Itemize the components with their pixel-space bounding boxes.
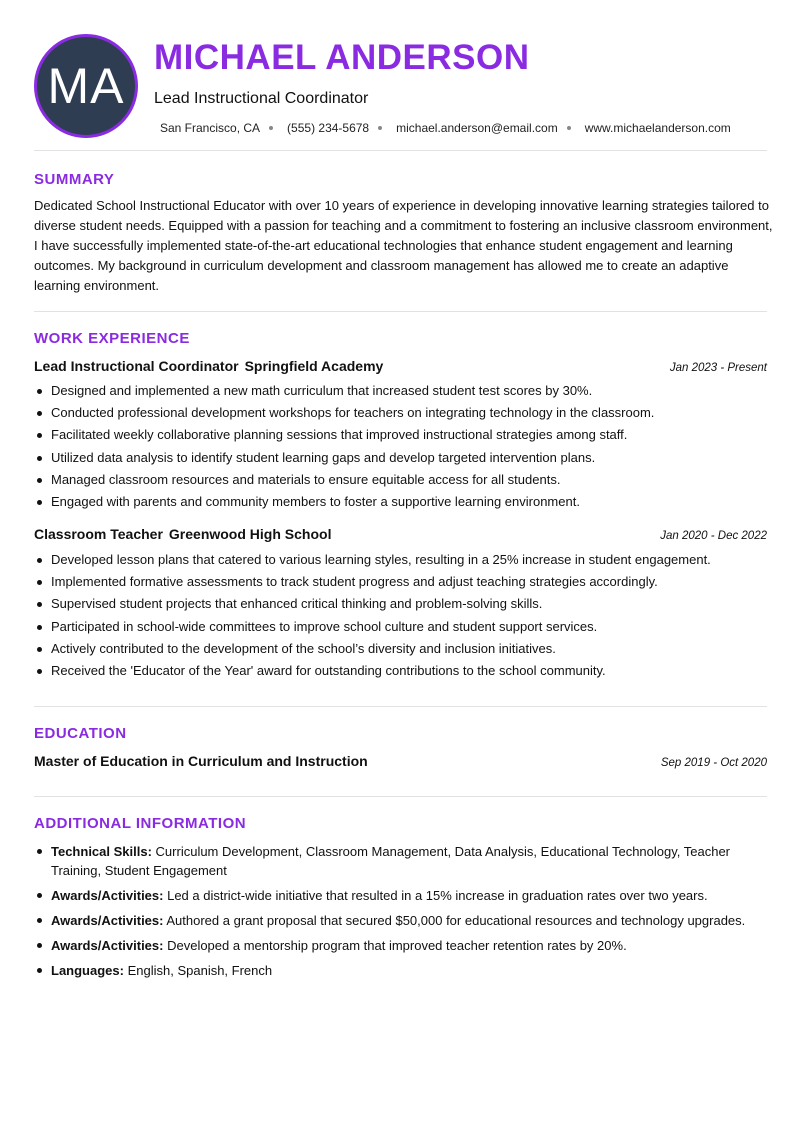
- contact-website[interactable]: www.michaelanderson.com: [584, 121, 731, 135]
- job-header: [34, 526, 767, 544]
- job-dates: Jan 2020 - Dec 2022: [660, 530, 767, 542]
- list-item: [34, 936, 774, 955]
- list-item: Engaged with parents and community members to foster a supportive learning environment.: [34, 491, 774, 513]
- section-title-additional-information: ADDITIONAL INFORMATION: [34, 815, 247, 832]
- section-title-summary: SUMMARY: [34, 171, 115, 188]
- job-heading: [34, 526, 331, 544]
- candidate-name: MICHAEL ANDERSON: [154, 38, 530, 77]
- section-title-work-experience: WORK EXPERIENCE: [34, 330, 190, 347]
- list-item: [34, 911, 774, 930]
- education-header: [34, 753, 767, 769]
- info-text: Authored a grant proposal that secured $50,000 for educational resources and technology upgrades.: [166, 913, 746, 928]
- list-item: Actively contributed to the development of the school’s diversity and inclusion initiatives.: [34, 638, 774, 660]
- info-label: Awards/Activities:: [51, 888, 164, 903]
- education-degree: Master of Education in Curriculum and Instruction: [34, 753, 368, 769]
- job-company: Greenwood High School: [168, 526, 332, 542]
- job-bullets: [34, 549, 774, 682]
- summary-text: Dedicated School Instructional Educator with over 10 years of experience in developing innovative learning strategies tailored to diverse student needs. Equipped with a passion for teaching and a commitment to fostering an inclusive classroom environment, I have successfully implemented state-of-the-art educational technologies that enhance student engagement and learning outcomes. My background in curriculum development and classroom management has allowed me to create an adaptive learning environment.: [34, 198, 773, 293]
- separator-dot: [378, 126, 382, 130]
- list-item: Conducted professional development workshops for teachers on integrating technology in the classroom.: [34, 402, 774, 424]
- info-text: Curriculum Development, Classroom Management, Data Analysis, Educational Technology, Teacher Training, Student Engagement: [51, 844, 731, 878]
- contact-phone: (555) 234-5678: [287, 121, 370, 135]
- job-header: [34, 358, 767, 376]
- contact-email[interactable]: michael.anderson@email.com: [396, 121, 558, 135]
- list-item: Supervised student projects that enhanced critical thinking and problem-solving skills.: [34, 593, 774, 615]
- divider: [34, 706, 767, 707]
- additional-info-list: [34, 842, 774, 986]
- info-text: Developed a mentorship program that improved teacher retention rates by 20%.: [167, 938, 627, 953]
- job-role: Lead Instructional Coordinator: [34, 358, 239, 374]
- list-item: [34, 961, 774, 980]
- list-item: Developed lesson plans that catered to various learning styles, resulting in a 25% increase in student engagement.: [34, 549, 774, 571]
- divider: [34, 311, 767, 312]
- contact-bar: [160, 121, 731, 135]
- contact-location: San Francisco, CA: [160, 121, 261, 135]
- education-dates: Sep 2019 - Oct 2020: [660, 757, 767, 769]
- list-item: Received the 'Educator of the Year' award for outstanding contributions to the school community.: [34, 660, 774, 682]
- info-text: Led a district-wide initiative that resulted in a 15% increase in graduation rates over two years.: [167, 888, 708, 903]
- info-label: Languages:: [51, 963, 124, 978]
- info-text: English, Spanish, French: [127, 963, 273, 978]
- job-dates: Jan 2023 - Present: [669, 362, 767, 374]
- list-item: [34, 842, 774, 880]
- avatar: [34, 34, 138, 138]
- separator-dot: [567, 126, 571, 130]
- divider: [34, 796, 767, 797]
- divider: [34, 150, 767, 151]
- list-item: Managed classroom resources and materials to ensure equitable access for all students.: [34, 469, 774, 491]
- job-company: Springfield Academy: [244, 358, 384, 374]
- list-item: Participated in school-wide committees to improve school culture and student support services.: [34, 616, 774, 638]
- section-title-education: EDUCATION: [34, 725, 127, 742]
- candidate-title: Lead Instructional Coordinator: [154, 90, 369, 107]
- info-label: Awards/Activities:: [51, 913, 164, 928]
- list-item: [34, 886, 774, 905]
- list-item: Utilized data analysis to identify student learning gaps and develop targeted intervention plans.: [34, 447, 774, 469]
- job-bullets: [34, 380, 774, 513]
- separator-dot: [269, 126, 273, 130]
- list-item: Implemented formative assessments to track student progress and adjust teaching strategies accordingly.: [34, 571, 774, 593]
- avatar-initials: MA: [47, 58, 125, 114]
- job-role: Classroom Teacher: [34, 526, 163, 542]
- info-label: Technical Skills:: [51, 844, 152, 859]
- info-label: Awards/Activities:: [51, 938, 164, 953]
- list-item: Designed and implemented a new math curriculum that increased student test scores by 30%.: [34, 380, 774, 402]
- job-heading: [34, 358, 383, 376]
- list-item: Facilitated weekly collaborative planning sessions that improved instructional strategies among staff.: [34, 424, 774, 446]
